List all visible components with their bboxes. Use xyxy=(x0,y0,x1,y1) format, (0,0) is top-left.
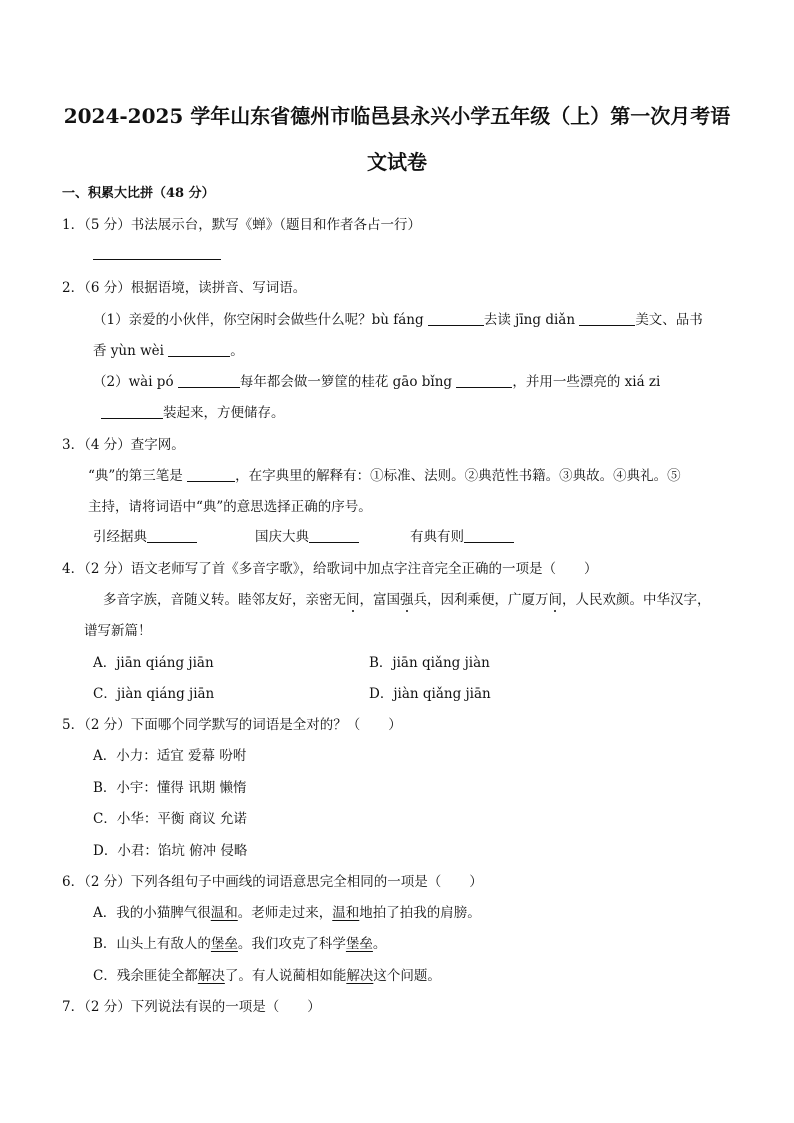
q3-word-3: 有典有则 xyxy=(410,528,514,546)
question-number: 4． xyxy=(62,561,85,577)
option-a[interactable]: A．小力：适宜 爱幕 吩咐 xyxy=(93,748,247,764)
question-text: （2 分）下面哪个同学默写的词语是全对的？（ xyxy=(84,717,361,733)
answer-blank[interactable] xyxy=(101,404,163,419)
exam-title-line1: 2024-2025 学年山东省德州市临邑县永兴小学五年级（上）第一次月考语 xyxy=(63,104,731,128)
question-1 xyxy=(62,216,421,234)
q2-sentence-1-cont: 香 yùn wèi 。 xyxy=(93,343,244,359)
q4-poem-line-2: 谱写新篇！ xyxy=(84,623,152,639)
question-text: （6 分）根据语境，读拼音、写词语。 xyxy=(84,280,307,296)
answer-blank[interactable] xyxy=(464,528,514,543)
q3-line-1: “典”的第三笔是 ，在字典里的解释有：①标准、法则。②典范性书籍。③典故。④典礼。⑤ xyxy=(88,468,681,484)
q2-sentence-2-cont: 装起来，方便储存。 xyxy=(101,404,285,422)
question-text: （4 分）查字网。 xyxy=(84,437,185,453)
question-number: 3． xyxy=(62,437,85,453)
question-2 xyxy=(62,279,306,297)
question-6: 6．（2 分）下列各组句子中画线的词语意思完全相同的一项是（ ） xyxy=(62,874,483,890)
question-number: 1． xyxy=(62,217,85,233)
answer-blank[interactable] xyxy=(579,311,635,326)
q2-sentence-1: （1）亲爱的小伙伴，你空闲时会做些什么呢？bù fáng 去读 jīng diǎn 美文、品书 xyxy=(93,312,703,328)
option-d[interactable]: D．小君：馅坑 俯冲 侵略 xyxy=(93,843,248,859)
q2-sentence-2: （2）wài pó 每年都会做一箩筐的桂花 gāo bǐng ，并用一些漂亮的 xiá zi xyxy=(93,374,661,390)
q3-word-1: 引经据典 xyxy=(93,528,197,546)
question-text: （2 分）下列说法有误的一项是（ xyxy=(84,999,280,1015)
exam-title-line2: 文试卷 xyxy=(367,150,427,174)
question-text: （2 分）下列各组句子中画线的词语意思完全相同的一项是（ xyxy=(84,874,442,890)
question-number: 6． xyxy=(62,874,85,890)
answer-blank[interactable] xyxy=(456,373,512,388)
question-number: 5． xyxy=(62,717,85,733)
answer-blank[interactable] xyxy=(168,342,230,357)
option-c[interactable]: C．残余匪徒全都解决了。有人说蔺相如能解决这个问题。 xyxy=(93,968,441,984)
section-heading: 一、积累大比拼（48 分） xyxy=(62,186,215,201)
option-a[interactable]: A．我的小猫脾气很温和。老师走过来，温和地拍了拍我的肩膀。 xyxy=(93,905,481,921)
question-4: 4．（2 分）语文老师写了首《多音字歌》，给歌词中加点字注音完全正确的一项是（ ） xyxy=(62,561,598,577)
answer-line[interactable] xyxy=(93,245,221,263)
option-b[interactable]: B．山头上有敌人的堡垒。我们攻克了科学堡垒。 xyxy=(93,936,387,952)
question-3 xyxy=(62,436,185,454)
answer-blank[interactable] xyxy=(178,373,240,388)
q3-line-2: 主持，请将词语中“典”的意思选择正确的序号。 xyxy=(88,499,372,515)
question-number: 2． xyxy=(62,280,85,296)
option-b[interactable]: B．jiān qiǎng jiàn xyxy=(369,655,490,671)
q3-word-2: 国庆大典 xyxy=(255,528,359,546)
answer-blank[interactable] xyxy=(147,528,197,543)
question-text: （5 分）书法展示台，默写《蝉》（题目和作者各占一行） xyxy=(84,217,421,233)
option-c[interactable]: C．jiàn qiáng jiān xyxy=(93,686,215,702)
answer-blank[interactable] xyxy=(187,467,235,482)
answer-blank[interactable] xyxy=(428,311,484,326)
option-c[interactable]: C．小华：平衡 商议 允诺 xyxy=(93,811,247,827)
question-5: 5．（2 分）下面哪个同学默写的词语是全对的？（ ） xyxy=(62,717,402,733)
q4-poem-line-1: 多音字族，音随义转。睦邻友好，亲密无间，富国强兵，因利乘便，广厦万间，人民欢颜。中华汉字， xyxy=(103,592,711,608)
option-a[interactable]: A．jiān qiáng jiān xyxy=(93,655,214,671)
option-d[interactable]: D．jiàn qiǎng jiān xyxy=(369,686,491,702)
question-7: 7．（2 分）下列说法有误的一项是（ ） xyxy=(62,999,321,1015)
question-number: 7． xyxy=(62,999,85,1015)
answer-blank[interactable] xyxy=(309,528,359,543)
option-b[interactable]: B．小宇：懂得 讯期 懒惰 xyxy=(93,780,247,796)
question-text: （2 分）语文老师写了首《多音字歌》，给歌词中加点字注音完全正确的一项是（ xyxy=(84,561,556,577)
